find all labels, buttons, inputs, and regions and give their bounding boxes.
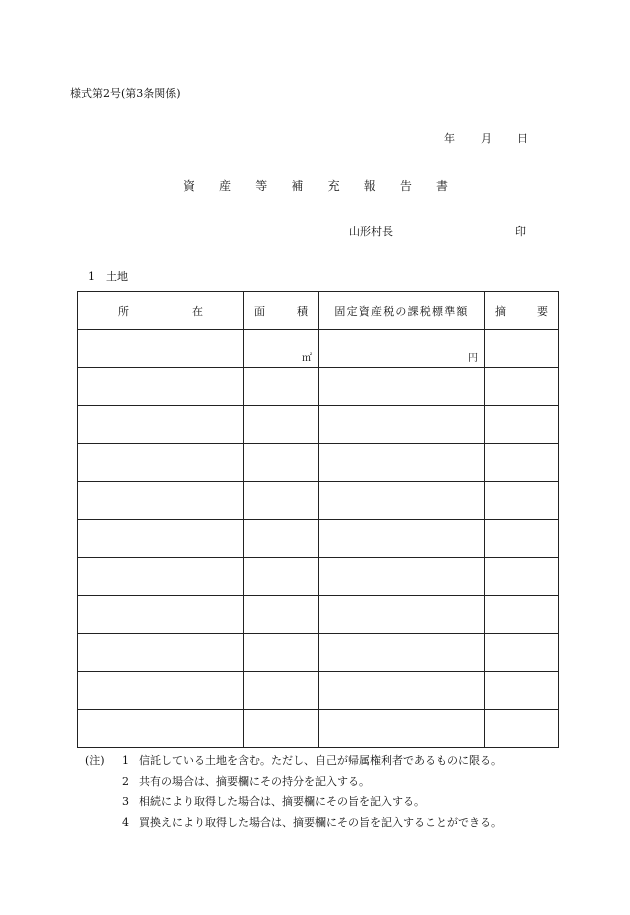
cell-area[interactable]: [244, 520, 319, 558]
note-item: 3 相続により取得した場合は、摘要欄にその旨を記入する。: [122, 795, 425, 808]
table-row: [78, 672, 559, 710]
cell-location[interactable]: [78, 710, 244, 748]
cell-area[interactable]: [244, 710, 319, 748]
cell-location[interactable]: [78, 444, 244, 482]
cell-area[interactable]: [244, 406, 319, 444]
title-char: 産: [219, 179, 232, 193]
value-unit: 円: [468, 353, 478, 364]
section-title: 1 土地: [88, 270, 128, 283]
cell-tax-value[interactable]: [319, 520, 485, 558]
cell-tax-value[interactable]: [319, 330, 485, 368]
cell-remarks[interactable]: [485, 672, 559, 710]
cell-remarks[interactable]: [485, 710, 559, 748]
table-header-row: [78, 292, 559, 330]
cell-tax-value[interactable]: [319, 444, 485, 482]
header-remarks: 摘 要: [485, 292, 559, 330]
notes-prefix: (注): [85, 754, 105, 767]
cell-location[interactable]: [78, 330, 244, 368]
cell-location[interactable]: [78, 558, 244, 596]
cell-remarks[interactable]: [485, 558, 559, 596]
cell-remarks[interactable]: [485, 596, 559, 634]
cell-tax-value[interactable]: [319, 406, 485, 444]
cell-remarks[interactable]: [485, 444, 559, 482]
cell-location[interactable]: [78, 672, 244, 710]
cell-remarks[interactable]: [485, 368, 559, 406]
recipient: 山形村長: [349, 225, 393, 238]
cell-area[interactable]: [244, 596, 319, 634]
title-char: 報: [363, 179, 376, 193]
notes: [85, 751, 502, 833]
table-row: [78, 596, 559, 634]
cell-area[interactable]: [244, 482, 319, 520]
table-row: [78, 330, 559, 368]
title-char: 資: [183, 179, 196, 193]
cell-remarks[interactable]: [485, 406, 559, 444]
cell-remarks[interactable]: [485, 520, 559, 558]
cell-area[interactable]: [244, 444, 319, 482]
title-char: 補: [291, 179, 304, 193]
date-month-label: 月: [481, 132, 492, 145]
cell-location[interactable]: [78, 596, 244, 634]
date-year-label: 年: [444, 132, 455, 145]
cell-area[interactable]: [244, 672, 319, 710]
table-row: [78, 520, 559, 558]
cell-area[interactable]: [244, 558, 319, 596]
cell-tax-value[interactable]: [319, 634, 485, 672]
cell-location[interactable]: [78, 406, 244, 444]
document-title: [183, 177, 448, 194]
header-tax-value: 固定資産税の課税標準額: [319, 292, 485, 330]
title-char: 告: [399, 179, 412, 193]
cell-tax-value[interactable]: [319, 482, 485, 520]
table-row: [78, 368, 559, 406]
header-location: 所 在: [78, 292, 244, 330]
cell-location[interactable]: [78, 482, 244, 520]
cell-area[interactable]: [244, 634, 319, 672]
cell-remarks[interactable]: [485, 634, 559, 672]
header-area: 面 積: [244, 292, 319, 330]
cell-tax-value[interactable]: [319, 710, 485, 748]
table-row: [78, 634, 559, 672]
seal-mark: 印: [515, 225, 526, 238]
cell-tax-value[interactable]: [319, 368, 485, 406]
cell-location[interactable]: [78, 634, 244, 672]
cell-tax-value[interactable]: [319, 558, 485, 596]
cell-area[interactable]: [244, 368, 319, 406]
table-row: [78, 444, 559, 482]
title-char: 充: [327, 179, 340, 193]
cell-area[interactable]: [244, 330, 319, 368]
table-row: [78, 406, 559, 444]
note-item: 4 買換えにより取得した場合は、摘要欄にその旨を記入することができる。: [122, 815, 502, 829]
note-item: (注) 1 信託している土地を含む。ただし、自己が帰属権利者であるものに限る。: [85, 751, 502, 772]
cell-tax-value[interactable]: [319, 596, 485, 634]
cell-remarks[interactable]: [485, 330, 559, 368]
land-table: [77, 291, 559, 748]
cell-location[interactable]: [78, 520, 244, 558]
table-row: [78, 482, 559, 520]
cell-tax-value[interactable]: [319, 672, 485, 710]
table-row: [78, 558, 559, 596]
cell-remarks[interactable]: [485, 482, 559, 520]
table-row: [78, 710, 559, 748]
date-day-label: 日: [517, 132, 528, 145]
note-item: 2 共有の場合は、摘要欄にその持分を記入する。: [122, 774, 370, 788]
cell-location[interactable]: [78, 368, 244, 406]
area-unit: ㎡: [302, 353, 312, 364]
title-char: 等: [255, 179, 268, 193]
title-char: 書: [435, 179, 448, 193]
form-label: 様式第2号(第3条関係): [70, 87, 181, 100]
